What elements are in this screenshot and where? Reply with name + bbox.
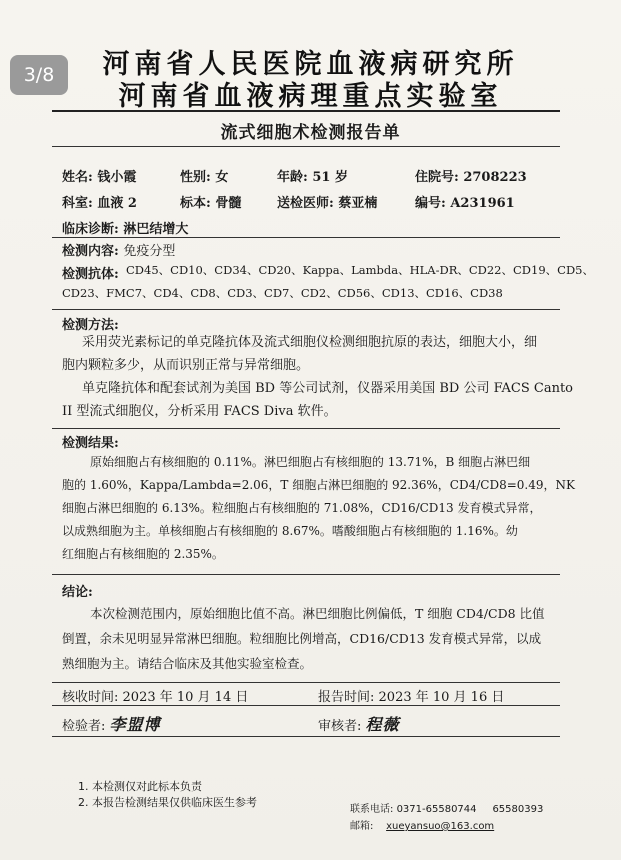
patient-age [277,166,348,185]
results-line-4: 以成熟细胞为主。单核细胞占有核细胞的 8.67%。嗜酸细胞占有核细胞的 1.16%。幼 [62,524,518,538]
conclusion-line-2: 倒置，余未见明显异常淋巴细胞。粒细胞比例增高，CD16/CD13 发育模式异常，以成 [62,631,542,646]
divider-3 [52,428,560,429]
specimen-value: 骨髓 [215,196,242,211]
patient-name-label: 姓名: [62,170,93,185]
divider-4 [52,574,560,575]
patient-name [62,166,136,185]
doctor-value: 蔡亚楠 [338,196,378,211]
review-time [62,686,248,705]
page-indicator[interactable]: 3/8 [10,55,68,95]
divider-6 [52,705,560,706]
report-time-label: 报告时间: [318,690,375,705]
doctor-label: 送检医师: [277,196,334,211]
number-value: A231961 [450,196,515,211]
divider-5 [52,682,560,683]
email-label: 邮箱: [350,821,374,832]
examiner-label: 检验者: [62,719,106,734]
diagnosis-label: 临床诊断: [62,222,119,237]
review-time-label: 核收时间: [62,690,119,705]
patient-age-value: 51 岁 [312,170,348,185]
method-label: 检测方法: [62,318,119,333]
method-line-2: 胞内颗粒多少，从而识别正常与异常细胞。 [62,358,310,373]
examiner-signature: 李盟博 [109,715,161,734]
antibodies-label: 检测抗体: [62,267,119,282]
divider-7 [52,736,560,737]
number-label: 编号: [415,196,446,211]
conclusion-label: 结论: [62,585,93,600]
phone-label: 联系电话: [350,804,394,815]
test-content [62,240,175,259]
results-line-5: 红细胞占有核细胞的 2.35%。 [62,547,224,561]
admission-label: 住院号: [415,170,459,185]
contact-phone [350,801,543,818]
results-label: 检测结果: [62,436,119,451]
notes [78,779,257,811]
header-divider [52,110,560,112]
conclusion-line-3: 熟细胞为主。请结合临床及其他实验室检查。 [62,656,313,671]
antibodies-line-2: CD23、FMC7、CD4、CD8、CD3、CD7、CD2、CD56、CD13、CD16、CD38 [62,286,503,300]
review-time-value: 2023 年 10 月 14 日 [122,690,249,705]
results-line-1: 原始细胞占有核细胞的 0.11%。淋巴细胞占有核细胞的 13.71%，B 细胞占淋巴细 [90,455,531,469]
reviewer [318,712,400,735]
conclusion-line-1: 本次检测范围内，原始细胞比值不高。淋巴细胞比例偏低，T 细胞 CD4/CD8 比值 [90,606,545,621]
contact-email [350,818,494,835]
results-line-3: 细胞占淋巴细胞的 6.13%。粒细胞占有核细胞的 71.08%，CD16/CD13 发育模式异常， [62,501,542,515]
institution-name-1: 河南省人民医院血液病研究所 [102,49,519,80]
dept-label: 科室: [62,196,93,211]
patient-sex-value: 女 [215,170,229,185]
results-line-2: 胞的 1.60%，Kappa/Lambda=2.06，T 细胞占淋巴细胞的 92.36%，CD4/CD8=0.49，NK [62,478,575,492]
patient-doctor [277,192,377,211]
title-divider [52,146,560,147]
clinical-diagnosis [62,218,188,237]
patient-specimen [180,192,241,211]
phone-2: 65580393 [492,804,544,815]
patient-admission [415,166,527,185]
specimen-label: 标本: [180,196,211,211]
institution-name-2: 河南省血液病理重点实验室 [118,81,503,112]
patient-sex [180,166,228,185]
note-1: 1. 本检测仅对此标本负责 [78,780,202,793]
patient-name-value: 钱小霞 [97,170,137,185]
email-link[interactable]: xueyansuo@163.com [386,821,495,832]
examiner [62,712,161,735]
report-time [318,686,504,705]
content-label: 检测内容: [62,244,119,259]
phone-1: 0371-65580744 [396,804,477,815]
patient-sex-label: 性别: [180,170,211,185]
content-value: 免疫分型 [123,244,176,259]
report-title: 流式细胞术检测报告单 [220,123,401,143]
patient-number [415,192,515,211]
patient-age-label: 年龄: [277,170,308,185]
patient-dept [62,192,137,211]
dept-value: 血液 2 [97,196,137,211]
admission-value: 2708223 [463,170,527,185]
method-line-1: 采用荧光素标记的单克隆抗体及流式细胞仪检测细胞抗原的表达，细胞大小，细 [82,335,538,350]
method-line-3: 单克隆抗体和配套试剂为美国 BD 等公司试剂，仪器采用美国 BD 公司 FACS Canto [82,381,573,396]
divider-2 [52,309,560,310]
report-time-value: 2023 年 10 月 16 日 [378,690,505,705]
antibodies-line-1: CD45、CD10、CD34、CD20、Kappa、Lambda、HLA-DR、CD22、CD19、CD5、 [126,263,594,277]
note-2: 2. 本报告检测结果仅供临床医生参考 [78,796,257,809]
reviewer-signature: 程薇 [365,715,400,734]
reviewer-label: 审核者: [318,719,362,734]
method-line-4: II 型流式细胞仪，分析采用 FACS Diva 软件。 [62,404,337,419]
diagnosis-value: 淋巴结增大 [123,222,189,237]
divider-1 [52,237,560,238]
